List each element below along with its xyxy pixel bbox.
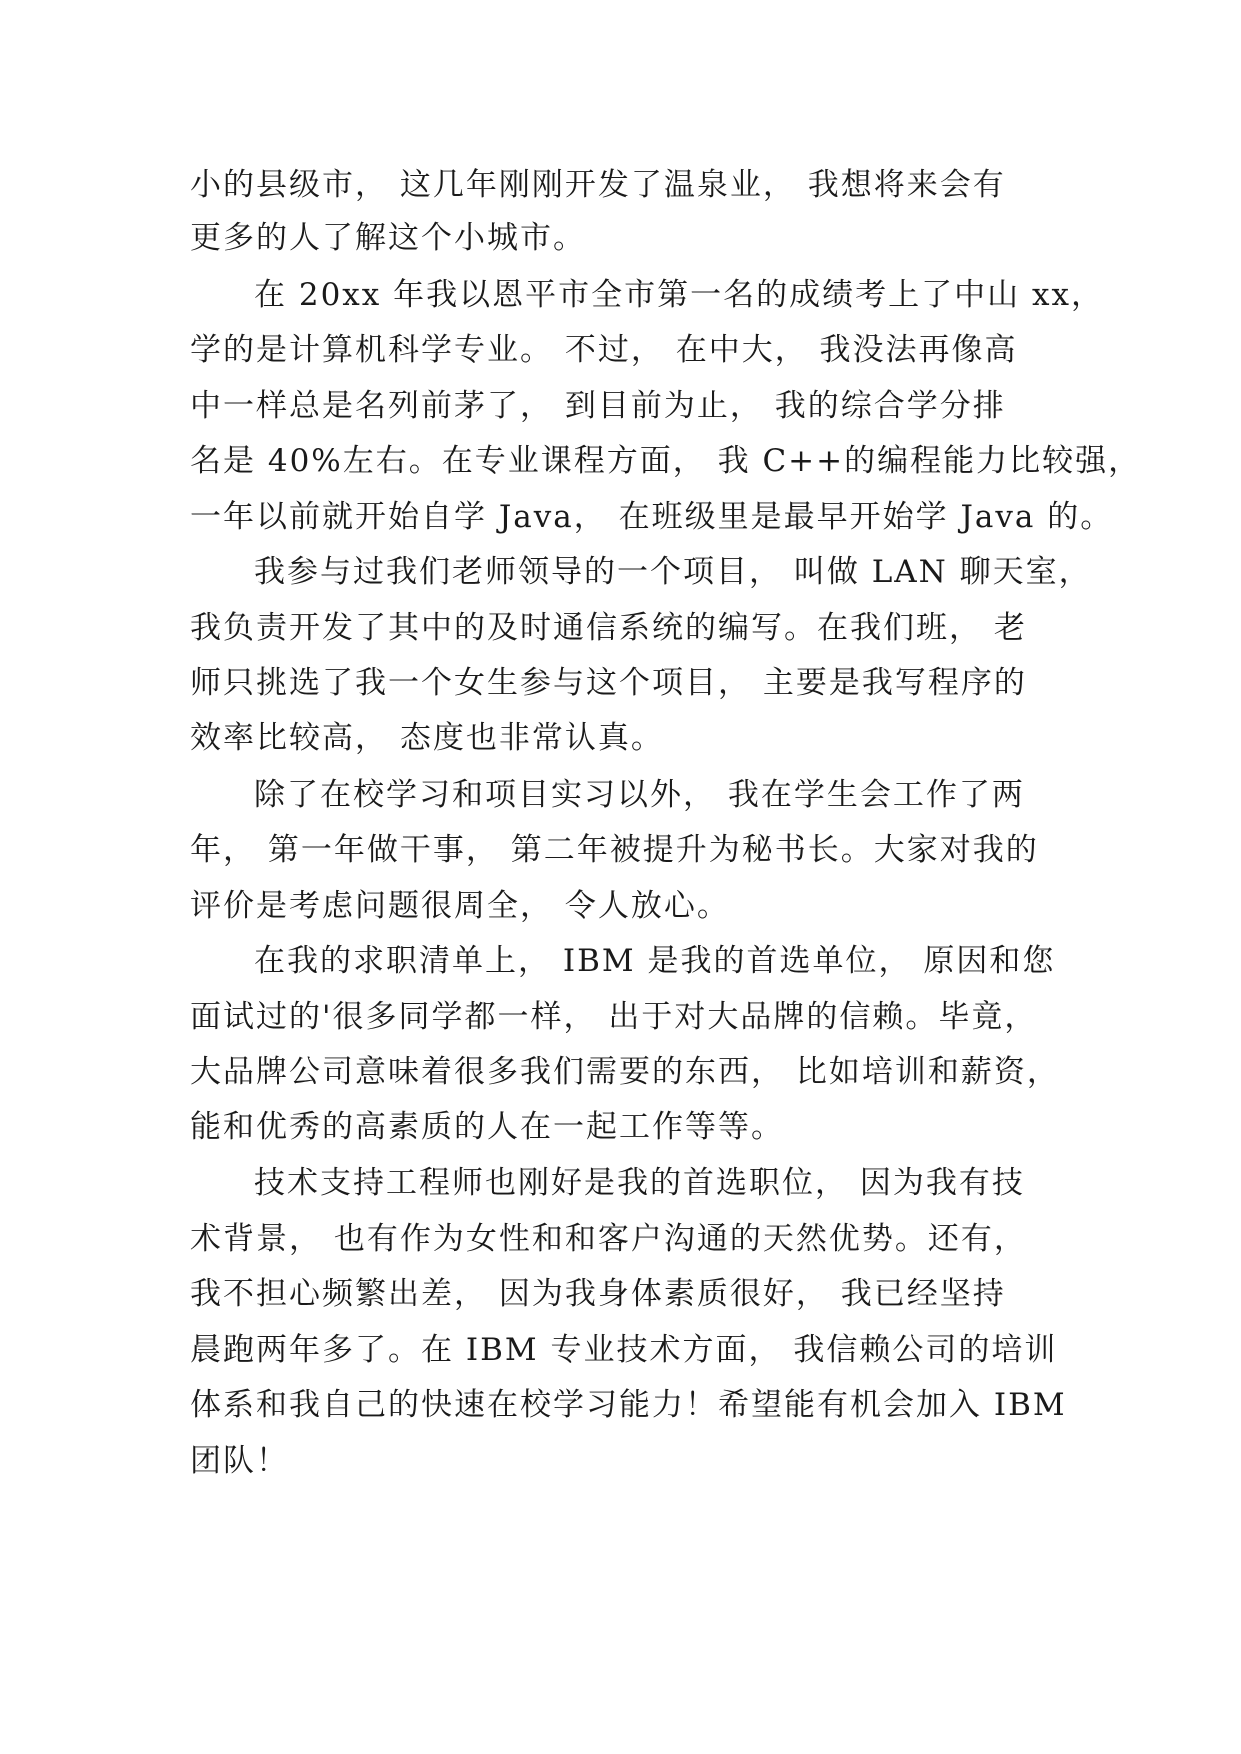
text-line: 面试过的'很多同学都一样， 出于对大品牌的信赖。毕竟， [190, 999, 1038, 1035]
text-line: 师只挑选了我一个女生参与这个项目， 主要是我写程序的 [190, 665, 1027, 701]
text-line: 年， 第一年做干事， 第二年被提升为秘书长。大家对我的 [190, 832, 1039, 868]
text-line: 我负责开发了其中的及时通信系统的编写。在我们班， 老 [190, 610, 1027, 646]
text-line: 团队！ [190, 1443, 289, 1479]
paragraph-first-line: 在我的求职清单上， IBM 是我的首选单位， 原因和您 [254, 943, 1056, 979]
text-line: 更多的人了解这个小城市。 [190, 220, 586, 256]
paragraph-first-line: 技术支持工程师也刚好是我的首选职位， 因为我有技 [254, 1165, 1025, 1201]
paragraph-first-line: 在 20xx 年我以恩平市全市第一名的成绩考上了中山 xx， [254, 277, 1104, 313]
text-line: 大品牌公司意味着很多我们需要的东西， 比如培训和薪资， [190, 1054, 1060, 1090]
text-line: 名是 40%左右。在专业课程方面， 我 C++的编程能力比较强， [190, 443, 1142, 479]
text-line: 晨跑两年多了。在 IBM 专业技术方面， 我信赖公司的培训 [190, 1332, 1058, 1368]
paragraph-first-line: 我参与过我们老师领导的一个项目， 叫做 LAN 聊天室， [254, 554, 1092, 590]
text-line: 评价是考虑问题很周全， 令人放心。 [190, 888, 730, 924]
text-line: 小的县级市， 这几年刚刚开发了温泉业， 我想将来会有 [190, 167, 1006, 203]
text-line: 一年以前就开始自学 Java， 在班级里是最早开始学 Java 的。 [190, 499, 1114, 535]
text-line: 我不担心频繁出差， 因为我身体素质很好， 我已经坚持 [190, 1276, 1006, 1312]
text-line: 术背景， 也有作为女性和和客户沟通的天然优势。还有， [190, 1221, 1027, 1257]
text-line: 体系和我自己的快速在校学习能力！希望能有机会加入 IBM [190, 1387, 1067, 1423]
paragraph-first-line: 除了在校学习和项目实习以外， 我在学生会工作了两 [254, 777, 1025, 813]
text-line: 学的是计算机科学专业。 不过， 在中大， 我没法再像高 [190, 332, 1018, 368]
text-line: 能和优秀的高素质的人在一起工作等等。 [190, 1109, 784, 1145]
text-line: 效率比较高， 态度也非常认真。 [190, 720, 664, 756]
text-line: 中一样总是名列前茅了， 到目前为止， 我的综合学分排 [190, 388, 1006, 424]
